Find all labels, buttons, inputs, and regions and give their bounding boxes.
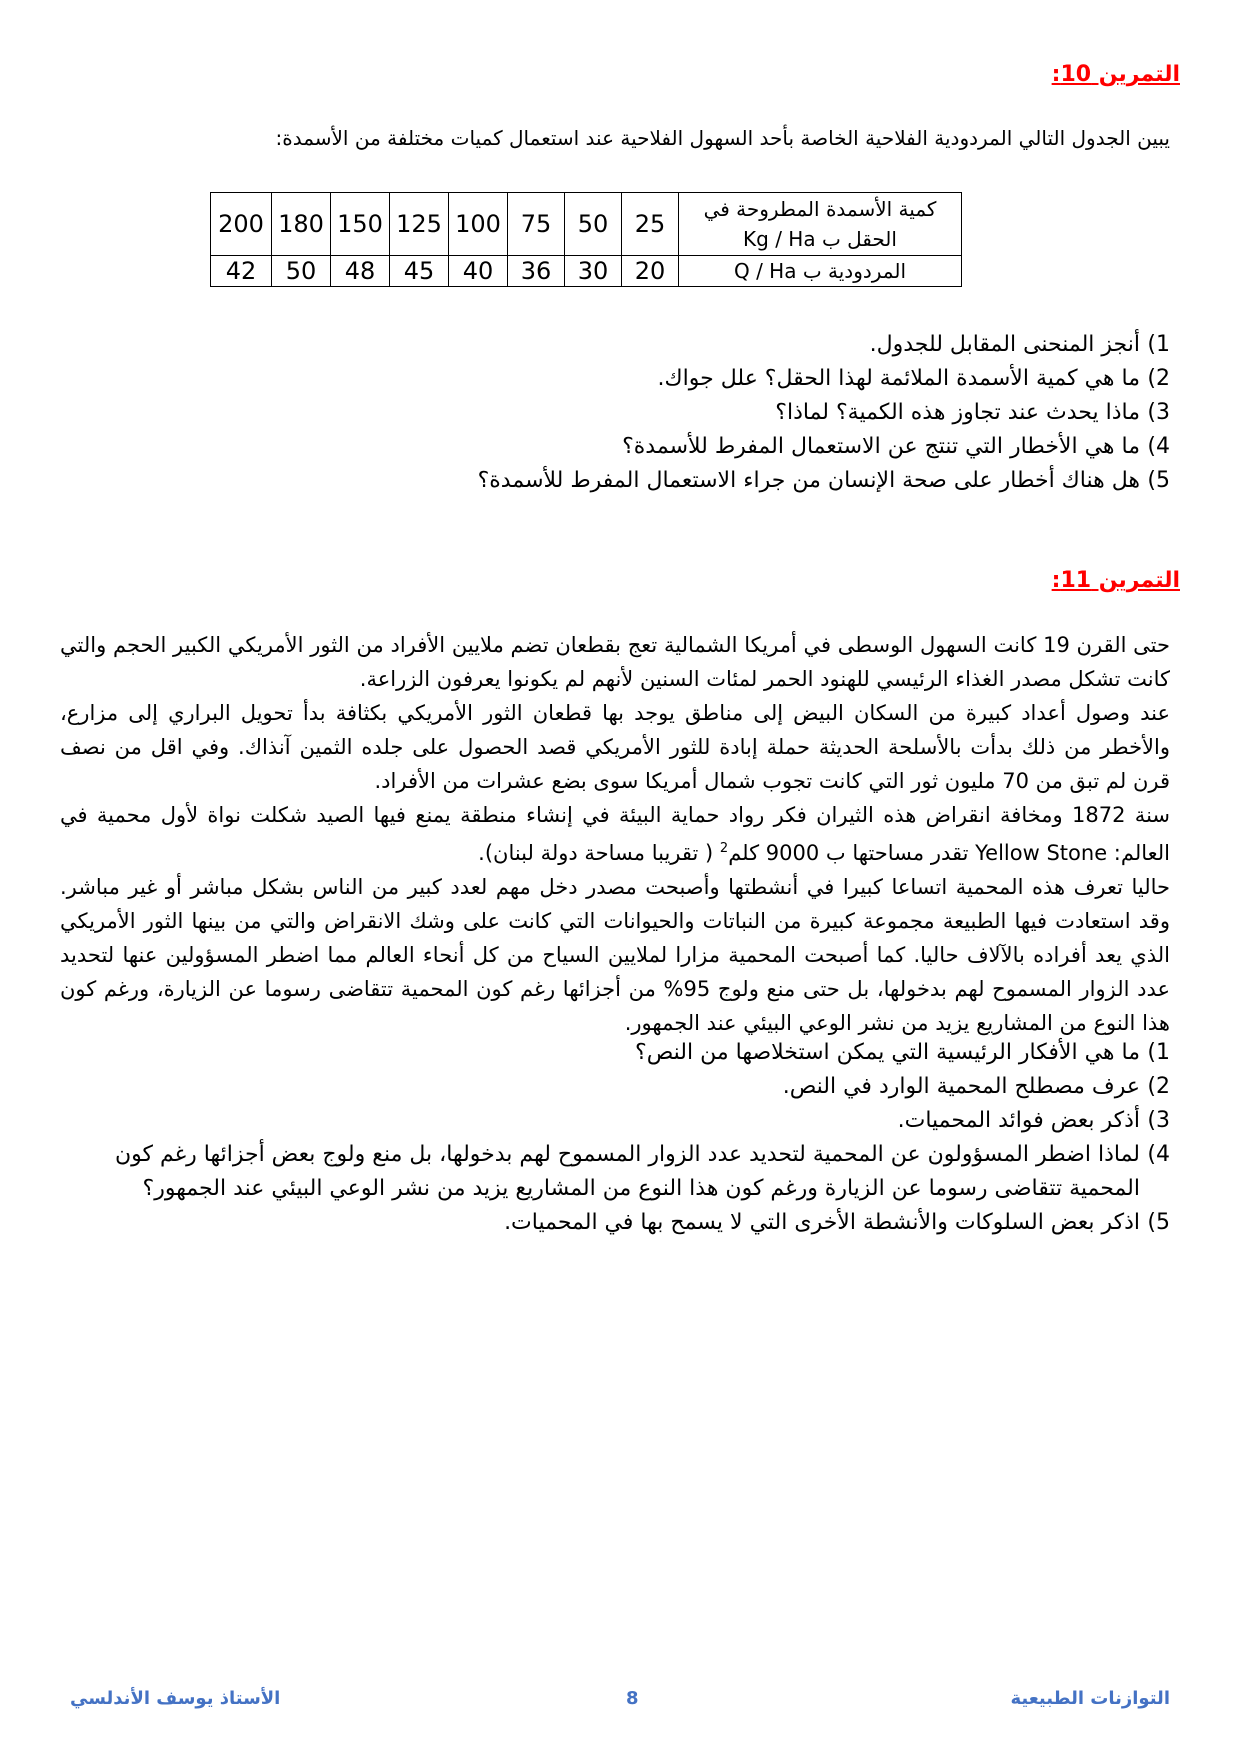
question-number: 2) xyxy=(1147,1074,1170,1099)
question-text: اذكر بعض السلوكات والأنشطة الأخرى التي لا يسمح بها في المحميات. xyxy=(504,1210,1140,1235)
table-cell: 200 xyxy=(211,193,272,256)
exercise-10-title: التمرين 10: xyxy=(1051,62,1180,87)
list-item xyxy=(60,1070,1170,1104)
table-cell: 50 xyxy=(565,193,622,256)
table-cell: 150 xyxy=(331,193,390,256)
question-text: عرف مصطلح المحمية الوارد في النص. xyxy=(782,1074,1140,1099)
question-text: ما هي الأخطار التي تنتج عن الاستعمال المفرط للأسمدة؟ xyxy=(622,434,1140,459)
table-cell: 30 xyxy=(565,256,622,287)
table-cell: 48 xyxy=(331,256,390,287)
question-text: أذكر بعض فوائد المحميات. xyxy=(897,1108,1140,1133)
question-number: 3) xyxy=(1147,400,1170,425)
exercise-10-intro: يبين الجدول التالي المردودية الفلاحية الخاصة بأحد السهول الفلاحية عند استعمال كميات مختلفة من الأسمدة: xyxy=(275,126,1170,150)
question-text: ما هي كمية الأسمدة الملائمة لهذا الحقل؟ علل جواك. xyxy=(657,366,1140,391)
row-label-line: الحقل ب Kg / Ha xyxy=(743,227,897,251)
table-row xyxy=(211,193,962,256)
table-cell: 100 xyxy=(449,193,508,256)
paragraph-part: سنة 1872 ومخافة انقراض هذه الثيران فكر رواد حماية البيئة في إنشاء منطقة يمنع فيها الصيد شكلت نواة لأول محمية في العالم: Yellow Stone تقدر مساحتها ب 9000 كلم xyxy=(60,803,1171,865)
row-label-yield: المردودية ب Q / Ha xyxy=(679,256,962,287)
list-item xyxy=(60,1036,1170,1070)
list-item xyxy=(60,1206,1170,1240)
question-text: ما هي الأفكار الرئيسية التي يمكن استخلاصها من النص؟ xyxy=(635,1040,1140,1065)
paragraph-part: ( تقريبا مساحة دولة لبنان). xyxy=(478,841,720,865)
table-cell: 40 xyxy=(449,256,508,287)
table-cell: 42 xyxy=(211,256,272,287)
exercise-10-questions xyxy=(60,328,1170,498)
fertilizer-table xyxy=(210,192,962,287)
table-cell: 20 xyxy=(622,256,679,287)
superscript: 2 xyxy=(719,841,729,856)
question-number: 4) xyxy=(1147,434,1170,459)
exercise-11-questions xyxy=(60,1036,1170,1240)
question-number: 3) xyxy=(1147,1108,1170,1133)
list-item xyxy=(60,362,1170,396)
footer-course-title: التوازنات الطبيعية xyxy=(1010,1688,1170,1709)
list-item xyxy=(60,430,1170,464)
question-number: 1) xyxy=(1147,332,1170,357)
table-cell: 45 xyxy=(390,256,449,287)
list-item xyxy=(60,396,1170,430)
table-cell: 180 xyxy=(272,193,331,256)
exercise-11-text xyxy=(60,628,1170,1040)
row-label-line: كمية الأسمدة المطروحة في xyxy=(703,197,937,221)
table-cell: 75 xyxy=(508,193,565,256)
list-item xyxy=(60,328,1170,362)
table-cell: 36 xyxy=(508,256,565,287)
paragraph: عند وصول أعداد كبيرة من السكان البيض إلى مناطق يوجد بها قطعان الثور الأمريكي بكثافة بدأ تحويل البراري إلى مزارع، والأخطر من ذلك بدأت بالأسلحة الحديثة حملة إبادة للثور الأمريكي قصد الحصول على جلده الثمين آنذاك. وفي اقل من نصف قرن لم تبق من 70 مليون ثور التي كانت تجوب شمال أمريكا سوى بضع عشرات من الأفراد. xyxy=(60,701,1170,793)
exercise-11-title: التمرين 11: xyxy=(1051,568,1180,593)
question-number: 2) xyxy=(1147,366,1170,391)
list-item xyxy=(60,1138,1170,1206)
table-row xyxy=(211,256,962,287)
paragraph: حاليا تعرف هذه المحمية اتساعا كبيرا في أنشطتها وأصبحت مصدر دخل مهم لعدد كبير من الناس بشكل مباشر أو غير مباشر. وقد استعادت فيها الطبيعة مجموعة كبيرة من النباتات والحيوانات التي كانت على وشك الانقراض والتي من بينها الثور الأمريكي الذي يعد أفراده بالآلاف حاليا. كما أصبحت المحمية مزارا لملايين السياح من كل أنحاء العالم مما اضطر المسؤولين عنها لتحديد عدد الزوار المسموح لهم بدخولها، بل حتى منع ولوج 95% من أجزائها رغم كون المحمية تتقاضى رسوما عن الزيارة، ورغم كون هذا النوع من المشاريع يزيد من نشر الوعي البيئي عند الجمهور. xyxy=(60,875,1171,1035)
list-item xyxy=(60,1104,1170,1138)
list-item xyxy=(60,464,1170,498)
table-cell: 25 xyxy=(622,193,679,256)
question-number: 5) xyxy=(1147,1210,1170,1235)
table-cell: 125 xyxy=(390,193,449,256)
question-number: 4) xyxy=(1147,1142,1170,1167)
footer-author: الأستاذ يوسف الأندلسي xyxy=(70,1688,281,1709)
question-text: أنجز المنحنى المقابل للجدول. xyxy=(869,332,1140,357)
question-number: 5) xyxy=(1147,468,1170,493)
table-cell: 50 xyxy=(272,256,331,287)
question-number: 1) xyxy=(1147,1040,1170,1065)
paragraph: حتى القرن 19 كانت السهول الوسطى في أمريكا الشمالية تعج بقطعان تضم ملايين الأفراد من الثور الأمريكي الكبير الحجم والتي كانت تشكل مصدر الغذاء الرئيسي للهنود الحمر لمئات السنين لأنهم لم يكونوا يعرفون الزراعة. xyxy=(60,633,1170,691)
row-label-quantity xyxy=(679,193,962,256)
paragraph xyxy=(60,798,1170,870)
question-text: ماذا يحدث عند تجاوز هذه الكمية؟ لماذا؟ xyxy=(775,400,1140,425)
question-text: هل هناك أخطار على صحة الإنسان من جراء الاستعمال المفرط للأسمدة؟ xyxy=(477,468,1140,493)
question-text: لماذا اضطر المسؤولون عن المحمية لتحديد عدد الزوار المسموح لهم بدخولها، بل منع ولوج بعض أجزائها رغم كون المحمية تتقاضى رسوما عن الزيارة ورغم كون هذا النوع من المشاريع يزيد من نشر الوعي البيئي عند الجمهور؟ xyxy=(115,1142,1140,1201)
page-number: 8 xyxy=(626,1688,639,1709)
